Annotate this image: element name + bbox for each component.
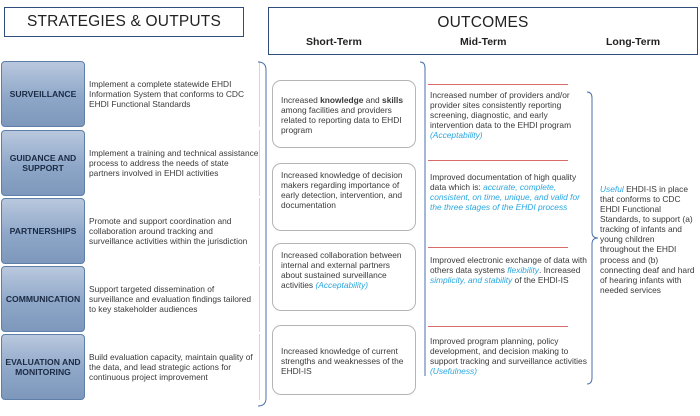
short-term-box-3: Increased collaboration between internal and external partners about sustained surveillance activities (Acceptability) (272, 243, 416, 311)
mid-term-outcome-1: Increased number of providers and/or provider sites consistently reporting screening, diagnostic, and early intervention data to the EHDI program (Acceptability) (430, 90, 572, 141)
mid-term-outcome-3: Improved electronic exchange of data with others data systems flexibility. Increased simplicity, and stability of the EHDI-IS (430, 255, 587, 286)
mid-term-header: Mid-Term (460, 36, 507, 48)
long-term-outcome: Useful EHDI-IS in place that conforms to CDC EHDI Functional Standards, to support (a) tracking of infants and young children throughout the EHDI process and (b) connecting deaf and hard of hearing infants with needed services (600, 184, 695, 295)
short-term-header: Short-Term (306, 36, 362, 48)
strategy-text-evaluation-monitoring: Build evaluation capacity, maintain quality of the data, and lead strategic actions for continuous project improvement (87, 334, 260, 400)
strategy-text-guidance-support: Implement a training and technical assistance process to address the needs of state partners involved in EHDI activities (87, 130, 260, 196)
strategy-label-communication: COMMUNICATION (1, 266, 85, 332)
mid-term-outcome-2: Improved documentation of high quality data which is: accurate, complete, consistent, on time, unique, and valid for the three stages of the EHDI process (430, 172, 580, 213)
mid-term-divider-2 (428, 160, 568, 161)
strategy-text-surveillance: Implement a complete statewide EHDI Information System that conforms to CDC EHDI Functional Standards (87, 61, 260, 127)
strategy-text-partnerships: Promote and support coordination and collaboration around tracking and surveillance activities within the jurisdiction (87, 198, 260, 264)
short-term-bracket (420, 62, 425, 376)
mid-term-outcome-4: Improved program planning, policy development, and decision making to support tracking and surveillance activities (Usefulness) (430, 336, 587, 377)
short-term-box-2: Increased knowledge of decision makers regarding importance of early detection, intervention, and documentation (272, 163, 416, 231)
strategy-label-guidance-support: GUIDANCE AND SUPPORT (1, 130, 85, 196)
strategy-label-evaluation-monitoring: EVALUATION AND MONITORING (1, 334, 85, 400)
mid-term-divider-3 (428, 247, 568, 248)
mid-term-divider-4 (428, 326, 568, 327)
short-term-box-4: Increased knowledge of current strengths and weaknesses of the EHDI-IS (272, 325, 416, 395)
strategies-outputs-title: STRATEGIES & OUTPUTS (26, 13, 222, 30)
long-term-header: Long-Term (606, 36, 661, 48)
mid-term-bracket (587, 92, 598, 384)
short-term-box-1: Increased knowledge and skills among facilities and providers related to reporting data to EHDI program (272, 80, 416, 148)
strategies-bracket (258, 62, 266, 406)
strategy-label-surveillance: SURVEILLANCE (1, 61, 85, 127)
strategy-text-communication: Support targeted dissemination of surveillance and evaluation findings tailored to key stakeholder audiences (87, 266, 260, 332)
outcomes-title: OUTCOMES (437, 14, 529, 31)
strategy-label-partnerships: PARTNERSHIPS (1, 198, 85, 264)
mid-term-divider-1 (428, 84, 568, 85)
